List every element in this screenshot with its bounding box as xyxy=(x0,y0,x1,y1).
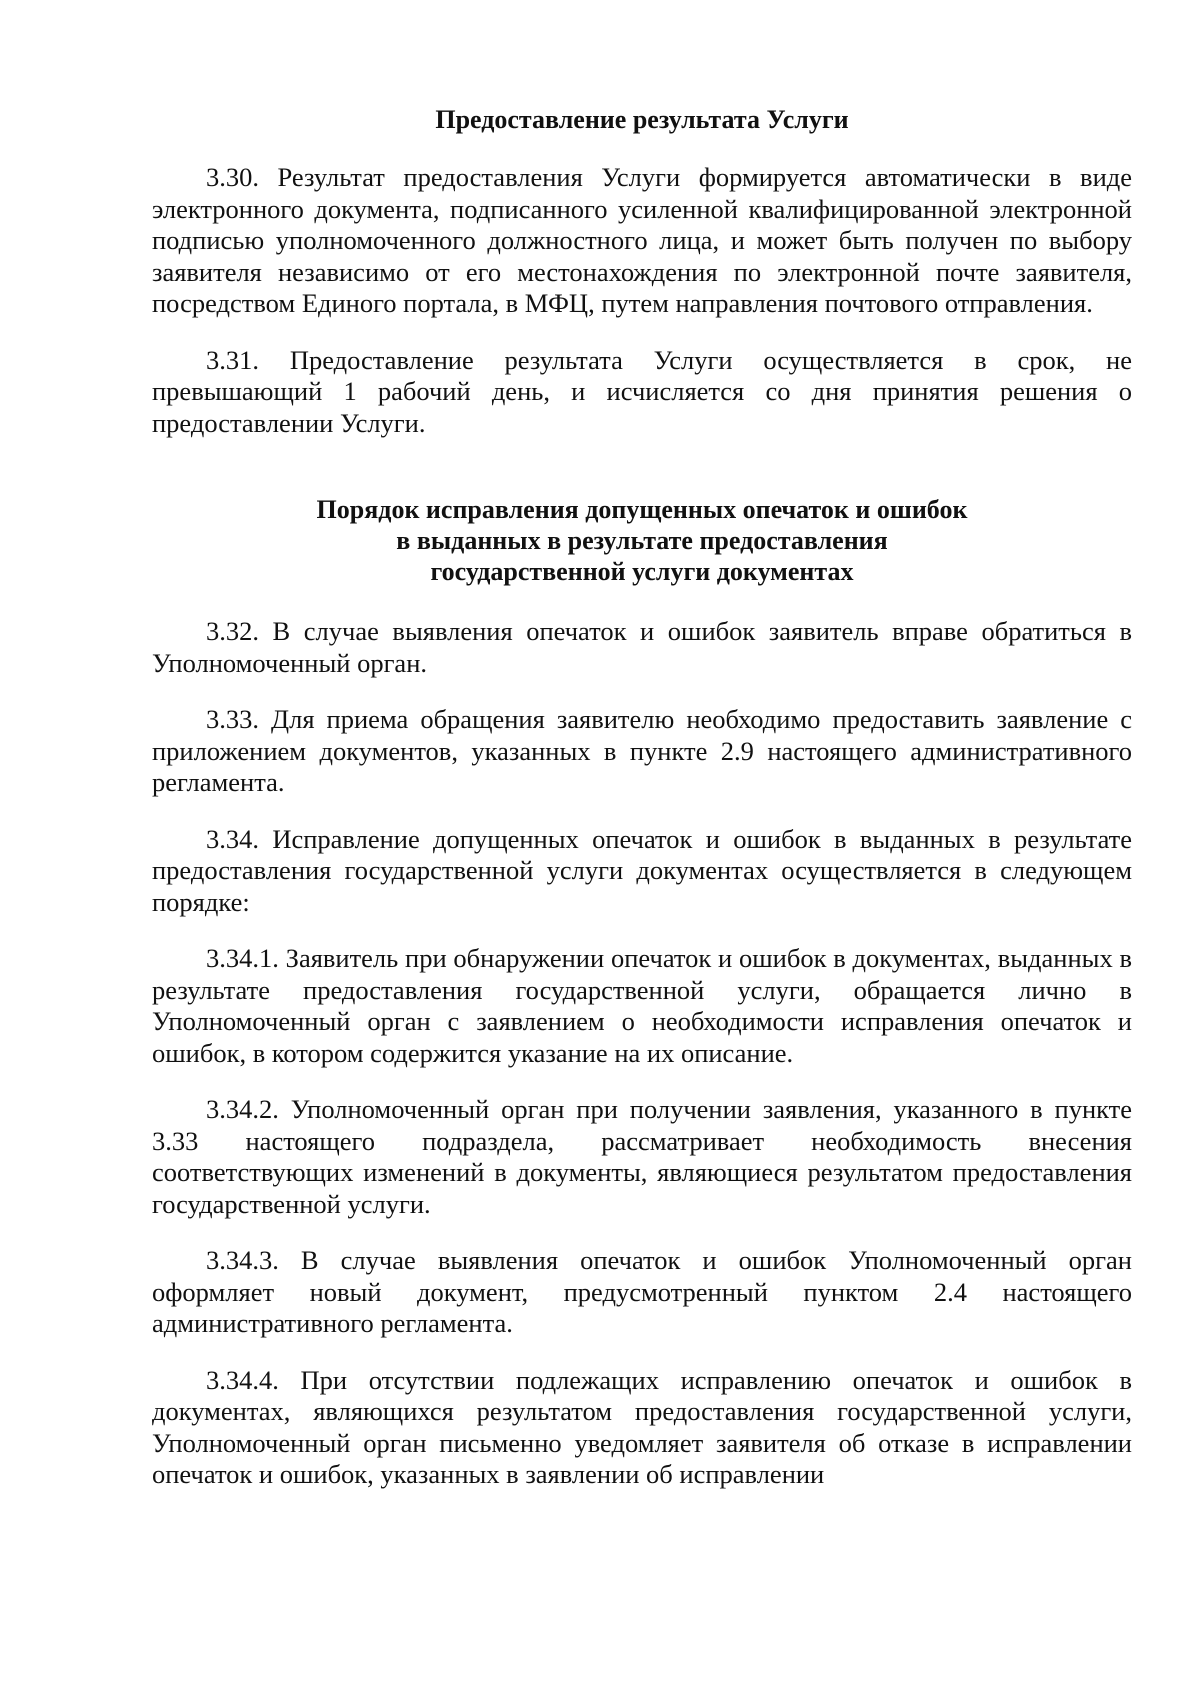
heading-line-2: в выданных в результате предоставления xyxy=(396,526,888,555)
paragraph-3-34: 3.34. Исправление допущенных опечаток и ошибок в выданных в результате предоставления государственной услуги документах осуществляется в следующем порядке: xyxy=(152,823,1132,917)
section-heading-result: Предоставление результата Услуги xyxy=(435,105,849,134)
heading-line-3: государственной услуги документах xyxy=(430,557,854,586)
paragraph-3-31: 3.31. Предоставление результата Услуги осуществляется в срок, не превышающий 1 рабочий день, и исчисляется со дня принятия решения о предоставлении Услуги. xyxy=(152,344,1132,438)
section-heading-corrections xyxy=(152,494,1132,587)
heading-line-1: Порядок исправления допущенных опечаток и ошибок xyxy=(316,495,968,524)
paragraph-3-34-4: 3.34.4. При отсутствии подлежащих исправлению опечаток и ошибок в документах, являющихся результатом предоставления государственной услуги, Уполномоченный орган письменно уведомляет заявителя об отказе в исправлении опечаток и ошибок, указанных в заявлении об исправлении xyxy=(152,1364,1132,1489)
paragraph-3-32: 3.32. В случае выявления опечаток и ошибок заявитель вправе обратиться в Уполномоченный орган. xyxy=(152,616,1132,678)
paragraph-3-34-2: 3.34.2. Уполномоченный орган при получении заявления, указанного в пункте 3.33 настоящего подраздела, рассматривает необходимость внесения соответствующих изменений в документы, являющиеся результатом предоставления государственной услуги. xyxy=(152,1094,1132,1219)
paragraph-3-30: 3.30. Результат предоставления Услуги формируется автоматически в виде электронного документа, подписанного усиленной квалифицированной электронной подписью уполномоченного должностного лица, и может быть получен по выбору заявителя независимо от его местонахождения по электронной почте заявителя, посредством Единого портала, в МФЦ, путем направления почтового отправления. xyxy=(152,162,1132,318)
paragraph-3-34-3: 3.34.3. В случае выявления опечаток и ошибок Уполномоченный орган оформляет новый документ, предусмотренный пунктом 2.4 настоящего административного регламента. xyxy=(152,1245,1132,1338)
paragraph-3-34-1: 3.34.1. Заявитель при обнаружении опечаток и ошибок в документах, выданных в результате предоставления государственной услуги, обращается лично в Уполномоченный орган с заявлением о необходимости исправления опечаток и ошибок, в котором содержится указание на их описание. xyxy=(152,943,1132,1068)
paragraph-3-33: 3.33. Для приема обращения заявителю необходимо предоставить заявление с приложением документов, указанных в пункте 2.9 настоящего административного регламента. xyxy=(152,704,1132,797)
